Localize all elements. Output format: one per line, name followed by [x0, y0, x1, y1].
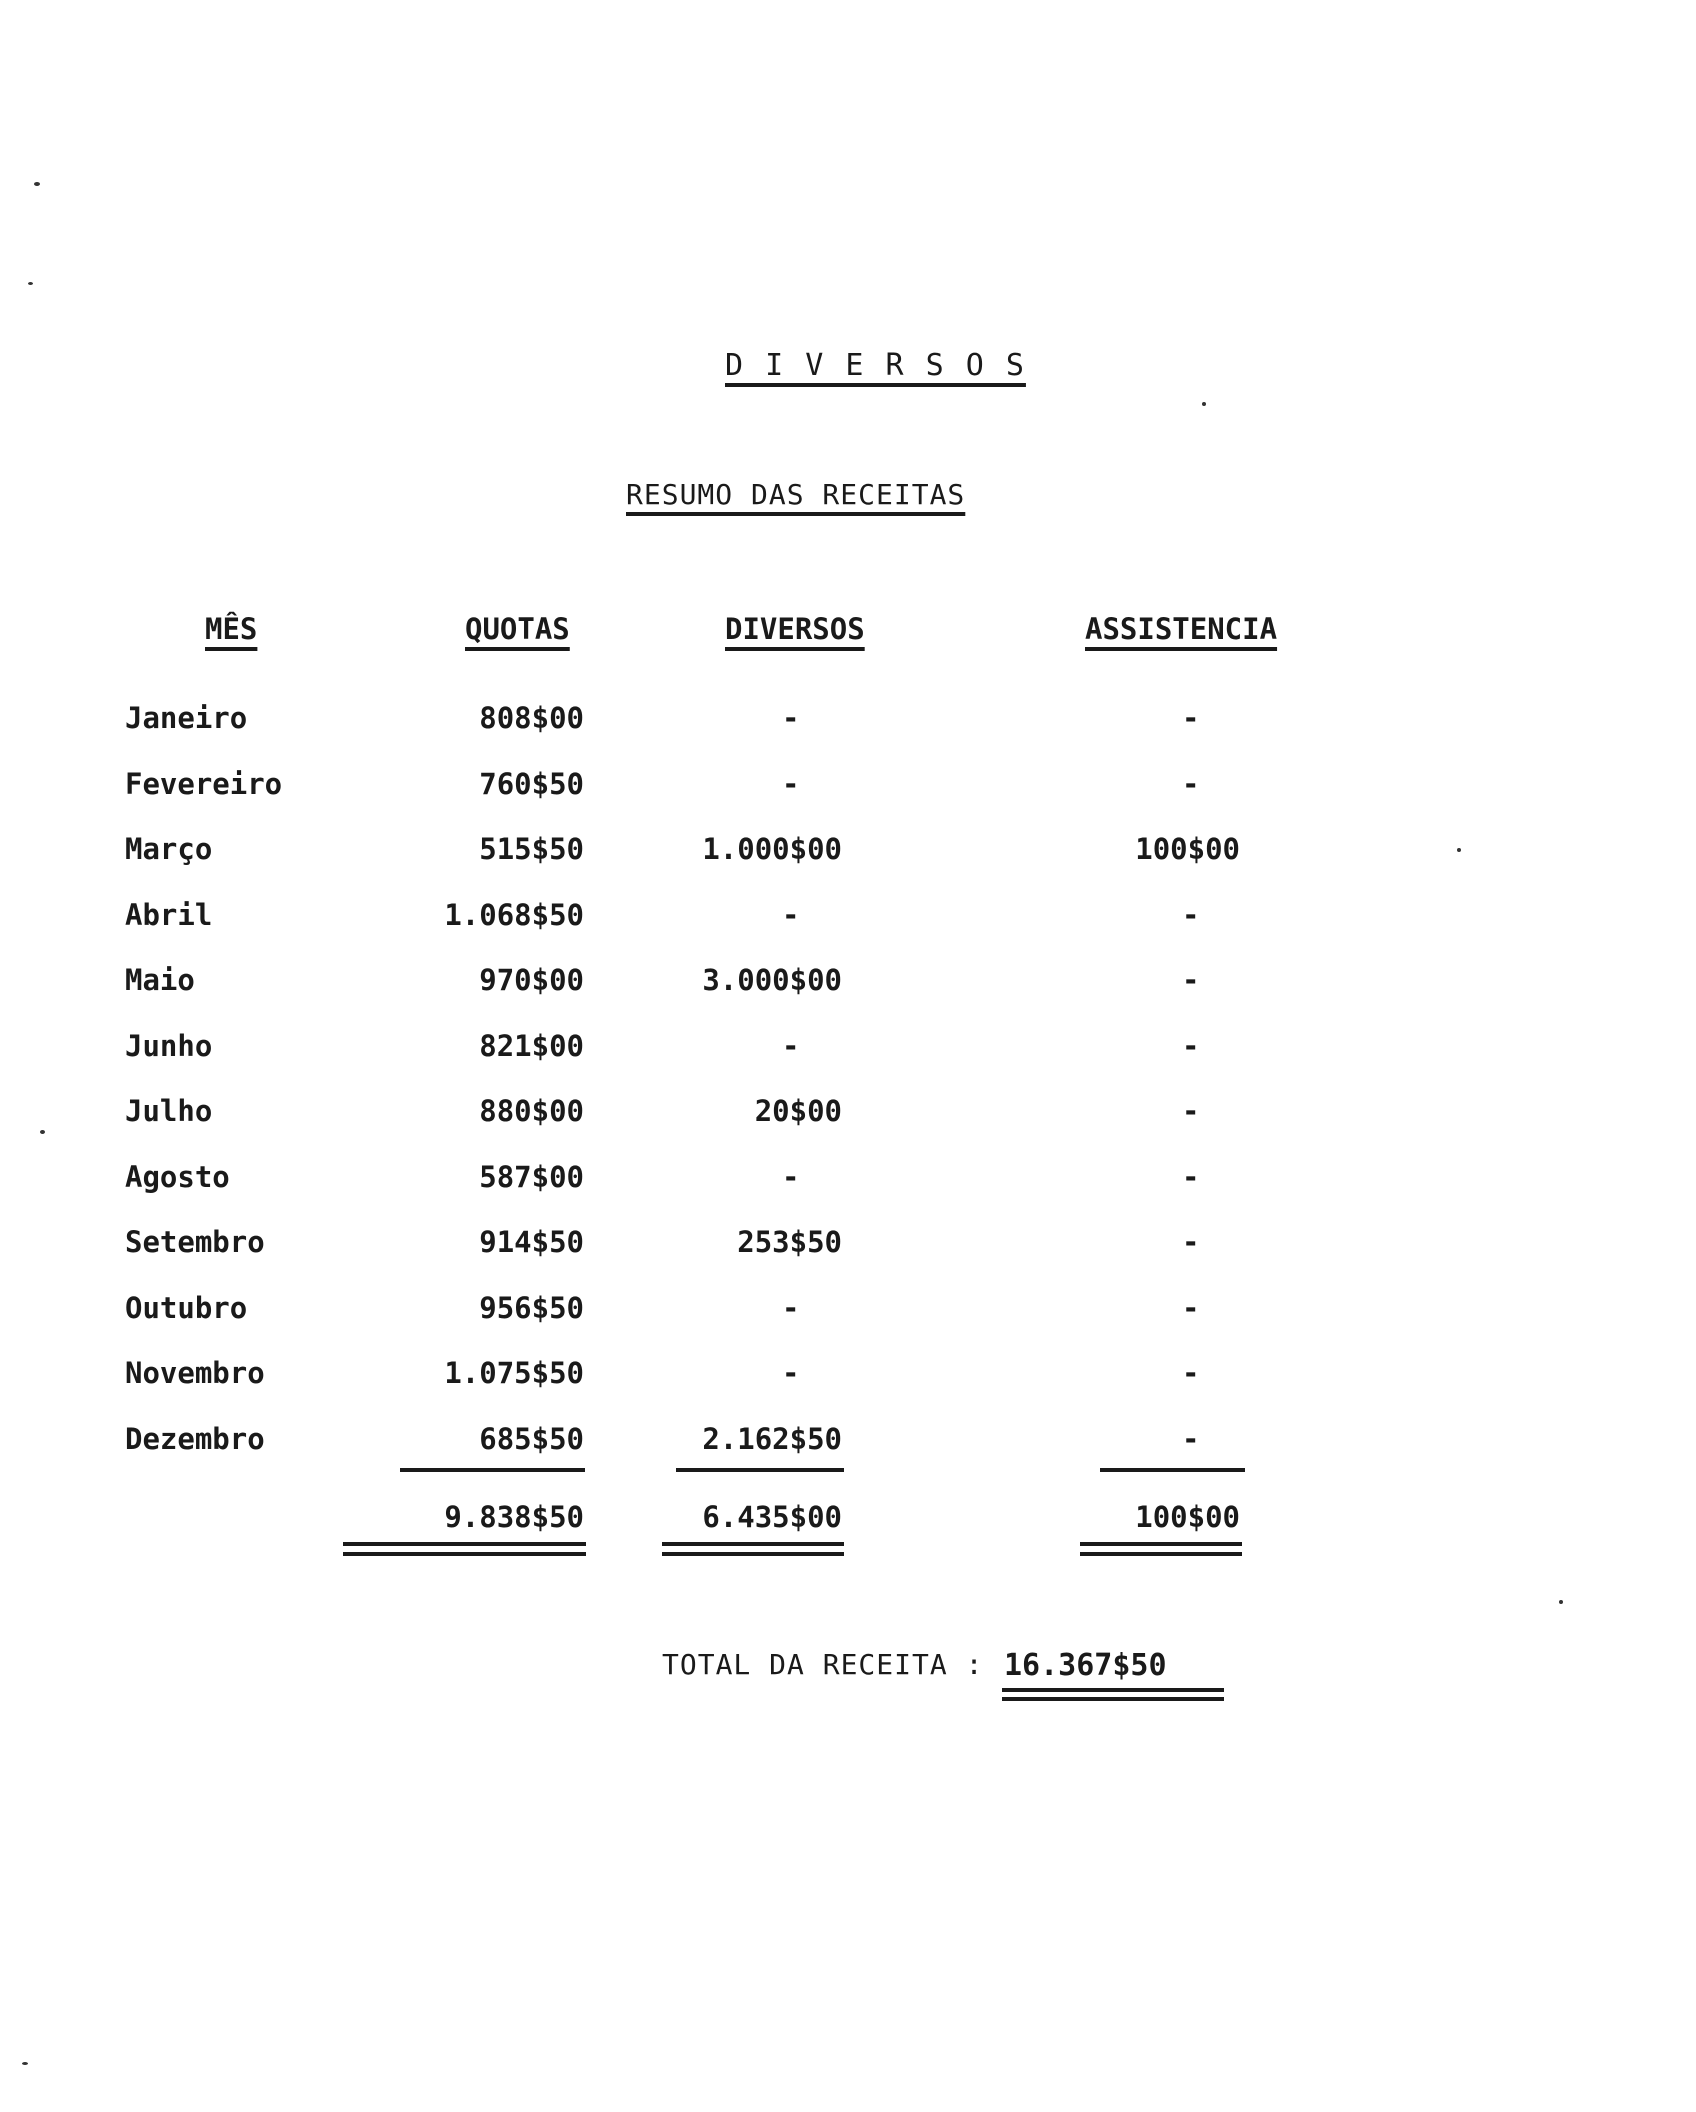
- table-row: [0, 700, 1696, 766]
- diversos-cell: -: [782, 1159, 800, 1194]
- table-row: [0, 1159, 1696, 1225]
- total-double-rule-assistencia-1: [1080, 1542, 1242, 1546]
- quotas-cell: 956$50: [479, 1290, 584, 1325]
- month-cell: Dezembro: [125, 1421, 265, 1456]
- scan-speck: [34, 182, 40, 186]
- subtotal-rule-diversos: [676, 1468, 844, 1472]
- grand-total-label: TOTAL DA RECEITA :: [662, 1648, 984, 1681]
- diversos-cell: 1.000$00: [702, 832, 842, 866]
- quotas-cell: 685$50: [479, 1421, 584, 1456]
- document-subtitle: RESUMO DAS RECEITAS: [626, 478, 966, 511]
- month-cell: Maio: [125, 963, 195, 997]
- subtotal-rule-quotas: [400, 1468, 585, 1472]
- table-row: [0, 1421, 1696, 1487]
- table-row: [0, 1093, 1696, 1159]
- diversos-cell: 3.000$00: [702, 963, 842, 997]
- grand-total-rule-2: [1002, 1697, 1224, 1701]
- total-double-rule-quotas-2: [343, 1552, 586, 1556]
- table-row: [0, 1355, 1696, 1421]
- assistencia-cell: -: [1182, 1094, 1200, 1128]
- assistencia-cell: -: [1182, 1290, 1200, 1325]
- header-quotas: QUOTAS: [465, 612, 570, 646]
- grand-total-value: 16.367$50: [1004, 1648, 1167, 1683]
- month-cell: Abril: [125, 897, 213, 932]
- assistencia-cell: 100$00: [1135, 832, 1240, 866]
- month-cell: Agosto: [125, 1159, 230, 1194]
- month-cell: Fevereiro: [125, 766, 283, 801]
- total-double-rule-diversos-1: [662, 1542, 844, 1546]
- grand-total-rule-1: [1002, 1688, 1224, 1692]
- assistencia-cell: -: [1182, 963, 1200, 997]
- quotas-cell: 515$50: [479, 832, 584, 866]
- month-cell: Setembro: [125, 1225, 265, 1259]
- diversos-cell: -: [782, 897, 800, 932]
- quotas-cell: 821$00: [479, 1028, 584, 1063]
- header-assistencia: ASSISTENCIA: [1085, 612, 1278, 646]
- quotas-cell: 760$50: [479, 766, 584, 801]
- diversos-cell: 20$00: [754, 1094, 842, 1128]
- quotas-cell: 1.075$50: [444, 1356, 584, 1390]
- scan-speck: [28, 282, 33, 285]
- diversos-cell: -: [782, 1356, 800, 1390]
- header-month: MÊS: [205, 612, 258, 646]
- total-assistencia: 100$00: [1135, 1500, 1240, 1534]
- assistencia-cell: -: [1182, 1028, 1200, 1063]
- total-double-rule-diversos-2: [662, 1552, 844, 1556]
- quotas-cell: 587$00: [479, 1159, 584, 1194]
- assistencia-cell: -: [1182, 1225, 1200, 1259]
- diversos-cell: 253$50: [737, 1225, 842, 1259]
- quotas-cell: 880$00: [479, 1094, 584, 1128]
- scan-speck: [22, 2062, 28, 2065]
- scan-speck: [1457, 848, 1461, 852]
- table-row: [0, 1028, 1696, 1094]
- subtotal-rule-assistencia: [1100, 1468, 1245, 1472]
- scan-speck: [1559, 1600, 1563, 1604]
- month-cell: Março: [125, 832, 213, 866]
- diversos-cell: -: [782, 766, 800, 801]
- scan-speck: [40, 1130, 45, 1134]
- total-double-rule-assistencia-2: [1080, 1552, 1242, 1556]
- table-row: [0, 1290, 1696, 1356]
- table-row: [0, 831, 1696, 897]
- total-double-rule-quotas-1: [343, 1542, 586, 1546]
- assistencia-cell: -: [1182, 766, 1200, 801]
- table-row: [0, 897, 1696, 963]
- assistencia-cell: -: [1182, 1356, 1200, 1390]
- month-cell: Julho: [125, 1094, 213, 1128]
- revenue-table-body: [0, 700, 1696, 1486]
- quotas-cell: 914$50: [479, 1225, 584, 1259]
- diversos-cell: -: [782, 1290, 800, 1325]
- month-cell: Novembro: [125, 1356, 265, 1390]
- diversos-cell: -: [782, 1028, 800, 1063]
- table-row: [0, 766, 1696, 832]
- month-cell: Outubro: [125, 1290, 248, 1325]
- diversos-cell: -: [782, 701, 800, 735]
- assistencia-cell: -: [1182, 701, 1200, 735]
- scan-speck: [1202, 402, 1206, 406]
- total-diversos: 6.435$00: [702, 1500, 842, 1534]
- quotas-cell: 970$00: [479, 963, 584, 997]
- month-cell: Junho: [125, 1028, 213, 1063]
- assistencia-cell: -: [1182, 1159, 1200, 1194]
- total-quotas: 9.838$50: [444, 1500, 584, 1534]
- month-cell: Janeiro: [125, 701, 248, 735]
- assistencia-cell: -: [1182, 1421, 1200, 1456]
- assistencia-cell: -: [1182, 897, 1200, 932]
- diversos-cell: 2.162$50: [702, 1421, 842, 1456]
- header-diversos: DIVERSOS: [725, 612, 865, 646]
- quotas-cell: 1.068$50: [444, 897, 584, 932]
- quotas-cell: 808$00: [479, 701, 584, 735]
- table-row: [0, 962, 1696, 1028]
- document-title: D I V E R S O S: [725, 348, 1026, 383]
- table-row: [0, 1224, 1696, 1290]
